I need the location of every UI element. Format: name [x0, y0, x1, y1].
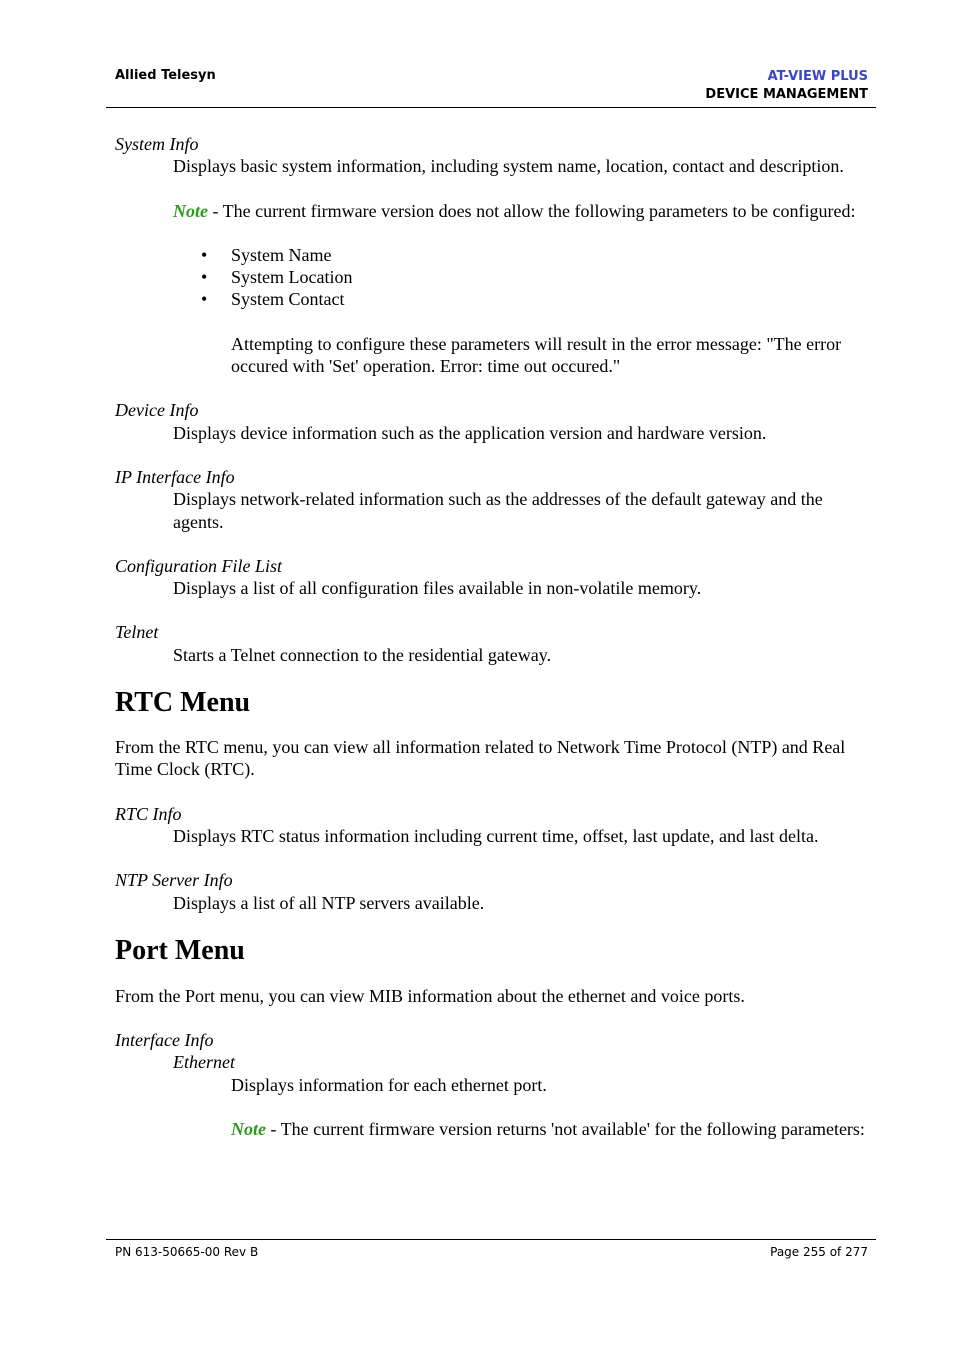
term-system-info: System Info: [115, 134, 199, 154]
term-interface-info: Interface Info: [115, 1030, 214, 1051]
parameter-list: [173, 244, 870, 311]
list-item: • System Location: [173, 266, 870, 288]
desc-ntp-server-info: Displays a list of all NTP servers available.: [173, 892, 485, 913]
note-text: - The current firmware version returns 'not available' for the following parameters:: [266, 1119, 865, 1140]
desc-ethernet: Displays information for each ethernet port.: [231, 1074, 547, 1095]
header-title-block: [705, 68, 868, 104]
heading-port-menu: Port Menu: [115, 934, 245, 966]
term-config-file-list: Configuration File List: [115, 555, 283, 576]
desc-ip-interface-info: Displays network-related information such as the addresses of the default gateway and the agents.: [173, 489, 823, 532]
desc-rtc-info: Displays RTC status information including current time, offset, last update, and last delta.: [173, 825, 819, 846]
term-ntp-server-info: NTP Server Info: [115, 870, 233, 891]
intro-port-menu: From the Port menu, you can view MIB information about the ethernet and voice ports.: [115, 985, 745, 1006]
note-label: Note: [173, 200, 208, 221]
heading-rtc-menu: RTC Menu: [115, 687, 251, 719]
header-section: DEVICE MANAGEMENT: [705, 87, 868, 102]
footer-page-number: Page 255 of 277: [770, 1245, 868, 1259]
intro-rtc-menu: From the RTC menu, you can view all information related to Network Time Protocol (NTP) and Real Time Clock (RTC).: [115, 737, 846, 780]
header-product: AT-VIEW PLUS: [767, 69, 868, 84]
note-text: - The current firmware version does not allow the following parameters to be configured:: [208, 200, 856, 221]
footer-part-number: PN 613-50665-00 Rev B: [115, 1245, 259, 1259]
error-message-text: Attempting to configure these parameters will result in the error message: "The error occured with 'Set' operation. Error: time out occured.": [231, 333, 842, 377]
footer-rule: [106, 1239, 876, 1240]
header-company: Allied Telesyn: [115, 68, 216, 83]
page-content: [115, 133, 870, 1140]
desc-telnet: Starts a Telnet connection to the residential gateway.: [173, 644, 552, 665]
term-ethernet: Ethernet: [173, 1052, 235, 1073]
note-label: Note: [231, 1119, 266, 1140]
term-ip-interface-info: IP Interface Info: [115, 466, 235, 487]
note-system-info: [173, 200, 870, 222]
desc-device-info: Displays device information such as the application version and hardware version.: [173, 422, 767, 443]
note-ethernet: [231, 1118, 870, 1140]
term-rtc-info: RTC Info: [115, 803, 182, 824]
list-item: • System Name: [173, 244, 870, 266]
list-item: • System Contact: [173, 288, 870, 310]
desc-config-file-list: Displays a list of all configuration files available in non-volatile memory.: [173, 578, 702, 599]
term-device-info: Device Info: [115, 400, 199, 421]
desc-system-info: Displays basic system information, including system name, location, contact and description.: [173, 156, 844, 177]
header-rule: [106, 107, 876, 108]
term-telnet: Telnet: [115, 622, 159, 643]
